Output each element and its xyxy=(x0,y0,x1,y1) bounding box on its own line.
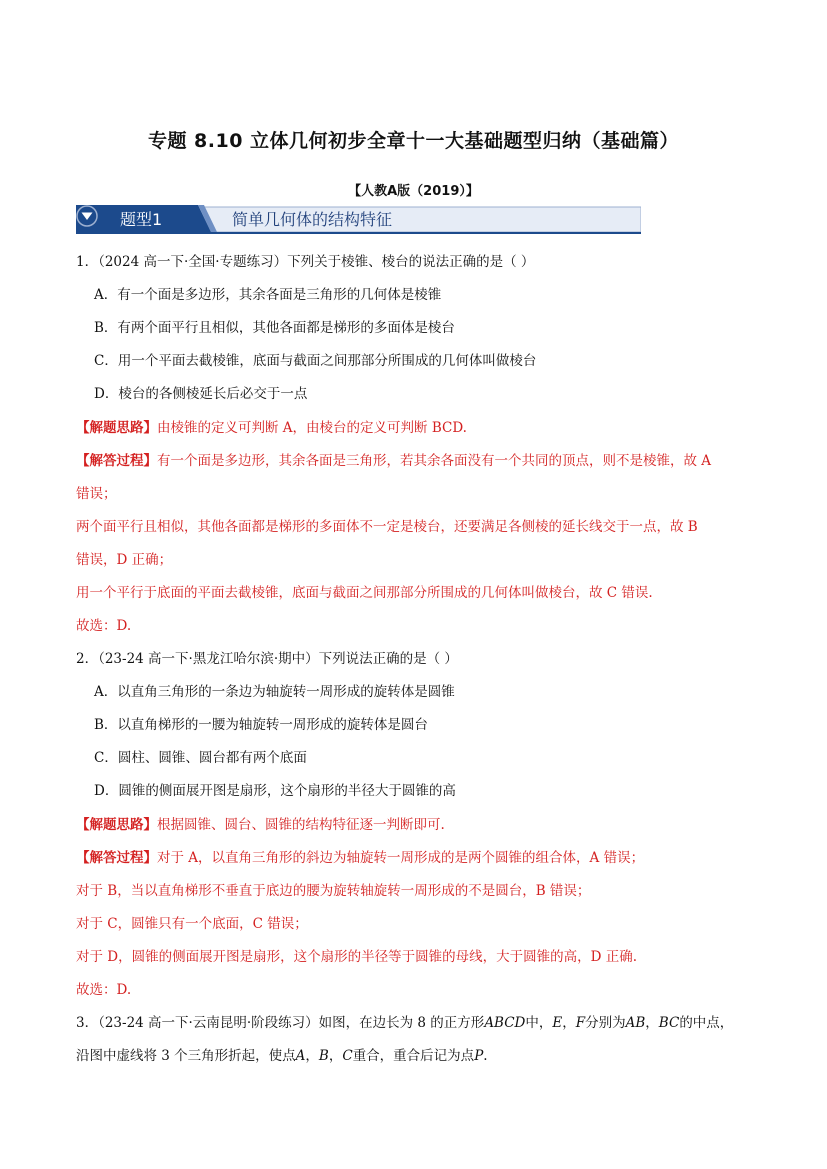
math-var: F xyxy=(575,1015,586,1031)
stem-text: 分别为 xyxy=(585,1015,626,1031)
question-2-option-a: A．以直角三角形的一条边为轴旋转一周形成的旋转体是圆锥 xyxy=(94,684,455,700)
math-var: C xyxy=(342,1048,353,1064)
question-2-option-b: B．以直角梯形的一腰为轴旋转一周形成的旋转体是圆台 xyxy=(94,717,428,733)
chevron-down-icon[interactable] xyxy=(76,205,98,227)
question-1-process-line: 用一个平行于底面的平面去截棱锥，底面与截面之间那部分所围成的几何体叫做棱台，故 C 错误. xyxy=(76,585,653,601)
stem-text: 的中点， xyxy=(679,1015,734,1031)
question-2-option-c: C．圆柱、圆锥、圆台都有两个底面 xyxy=(94,750,307,766)
question-3-stem-line-1 xyxy=(76,1013,733,1033)
question-2-option-d: D．圆锥的侧面展开图是扇形，这个扇形的半径大于圆锥的高 xyxy=(94,783,456,799)
banner-label: 题型1 xyxy=(120,210,163,229)
question-2-process-line: 对于 C，圆锥只有一个底面，C 错误； xyxy=(76,916,308,932)
question-2-process-line: 对于 D，圆锥的侧面展开图是扇形，这个扇形的半径等于圆锥的母线，大于圆锥的高，D 正确. xyxy=(76,949,638,965)
idea-text: 由棱锥的定义可判断 A，由棱台的定义可判断 BCD. xyxy=(157,420,467,436)
process-tag: 【解答过程】 xyxy=(76,453,157,469)
math-var: A xyxy=(295,1048,306,1064)
question-2-process-line xyxy=(76,848,644,868)
stem-text: 3．（23-24 高一下·云南昆明·阶段练习）如图，在边长为 8 的正方形 xyxy=(76,1015,485,1031)
question-1-answer: 故选：D. xyxy=(76,618,132,634)
process-text: 对于 A，以直角三角形的斜边为轴旋转一周形成的是两个圆锥的组合体，A 错误； xyxy=(157,850,645,866)
math-var: E xyxy=(552,1015,563,1031)
stem-text: . xyxy=(483,1048,488,1064)
edition-label: 【人教A版（2019）】 xyxy=(348,184,479,199)
question-1-stem: 1．（2024 高一下·全国·专题练习）下列关于棱锥、棱台的说法正确的是（ ） xyxy=(76,254,535,270)
question-1-option-d: D．棱台的各侧棱延长后必交于一点 xyxy=(94,386,308,402)
question-1-option-a: A．有一个面是多边形，其余各面是三角形的几何体是棱锥 xyxy=(94,287,442,303)
question-1-idea xyxy=(76,418,467,438)
question-1-process-line xyxy=(76,451,711,471)
question-1-process-line: 错误； xyxy=(76,486,117,502)
math-var: ABCD xyxy=(484,1015,526,1031)
stem-text: 中， xyxy=(525,1015,553,1031)
question-1-option-b: B．有两个面平行且相似，其他各面都是梯形的多面体是棱台 xyxy=(94,320,455,336)
process-text: 有一个面是多边形，其余各面是三角形，若其余各面没有一个共同的顶点，则不是棱锥，故 A xyxy=(157,453,712,469)
question-2-answer: 故选：D. xyxy=(76,982,132,998)
math-var: BC xyxy=(658,1015,680,1031)
stem-text: 沿图中虚线将 3 个三角形折起，使点 xyxy=(76,1048,296,1064)
idea-text: 根据圆锥、圆台、圆锥的结构特征逐一判断即可. xyxy=(157,817,445,833)
question-2-stem: 2．（23-24 高一下·黑龙江哈尔滨·期中）下列说法正确的是（ ） xyxy=(76,651,458,667)
idea-tag: 【解题思路】 xyxy=(76,420,157,436)
question-2-idea xyxy=(76,815,445,835)
stem-text: ， xyxy=(305,1048,319,1064)
stem-text: 重合，重合后记为点 xyxy=(352,1048,475,1064)
question-3-stem-line-2 xyxy=(76,1046,488,1066)
section-banner xyxy=(76,205,641,234)
stem-text: ， xyxy=(562,1015,576,1031)
question-1-option-c: C．用一个平面去截棱锥，底面与截面之间那部分所围成的几何体叫做棱台 xyxy=(94,353,537,369)
question-1-process-line: 两个面平行且相似，其他各面都是梯形的多面体不一定是棱台，还要满足各侧棱的延长线交于一点，故 B xyxy=(76,519,698,535)
idea-tag: 【解题思路】 xyxy=(76,817,157,833)
stem-text: ， xyxy=(328,1048,343,1064)
math-var: P xyxy=(474,1048,484,1064)
stem-text: ， xyxy=(645,1015,659,1031)
question-2-process-line: 对于 B，当以直角梯形不垂直于底边的腰为旋转轴旋转一周形成的不是圆台，B 错误； xyxy=(76,883,591,899)
page-title: 专题 8.10 立体几何初步全章十一大基础题型归纳（基础篇） xyxy=(147,130,680,152)
math-var: B xyxy=(318,1048,329,1064)
question-1-process-line: 错误，D 正确； xyxy=(76,552,173,568)
process-tag: 【解答过程】 xyxy=(76,850,157,866)
banner-topic: 简单几何体的结构特征 xyxy=(232,210,393,229)
math-var: AB xyxy=(625,1015,646,1031)
